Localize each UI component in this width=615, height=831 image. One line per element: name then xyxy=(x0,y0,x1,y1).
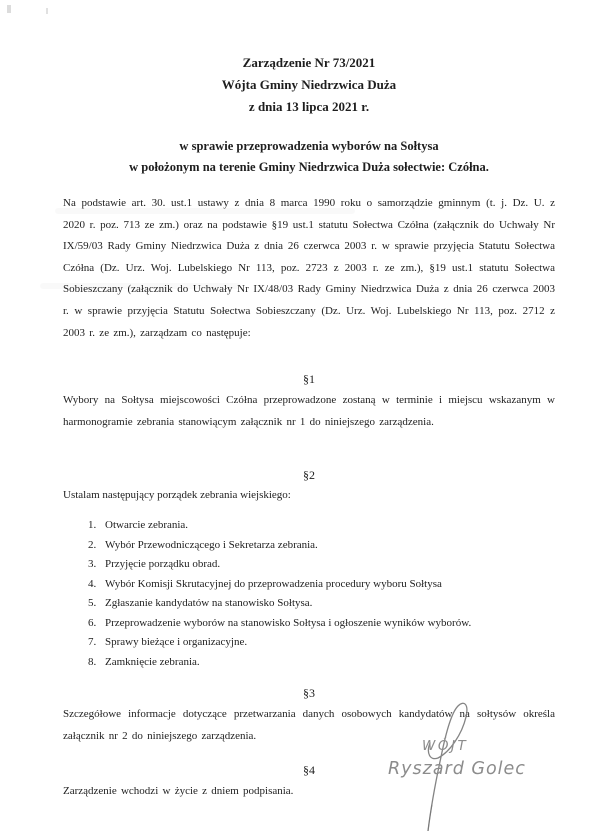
section-3-heading: §3 xyxy=(303,686,315,701)
ordinance-issuer-line: Wójta Gminy Niedrzwica Duża xyxy=(221,77,397,92)
signature-role-label: WÓJT xyxy=(422,738,469,754)
scan-artifact-speck xyxy=(7,5,11,13)
subject-line: w sprawie przeprowadzenia wyborów na Sołtysa xyxy=(179,139,439,153)
legal-basis-preamble: Na podstawie art. 30. ust.1 ustawy z dnia 8 marca 1990 roku o samorządzie gminnym (t. j. Dz. U. z 2020 r. poz. 713 ze zm.) oraz na podstawie §19 ust.1 statutu Sołectwa Czółna (załącznik do Uchwały Nr IX/59/03 Rady Gminy Niedrzwica Duża z dnia 26 czerwca 2003 r. w sprawie przyjęcia Statutu Sołectwa Czółna (Dz. Urz. Woj. Lubelskiego Nr 113, poz. 2723 z 2003 r. ze zm.), §19 ust.1 statutu Sołectwa Sobieszczany (załącznik do Uchwały Nr IX/48/03 Rady Gminy Niedrzwica Duża z dnia 26 czerwca 2003 r. w sprawie przyjęcia Statutu Sołectwa Sobieszczany (Dz. Urz. Woj. Lubelskiego Nr 113, poz. 2712 z 2003 r. ze zm.), zarządzam co następuje: xyxy=(63,197,555,339)
signature-name: Ryszard Golec xyxy=(388,759,526,779)
agenda-item: 1. Otwarcie zebrania. xyxy=(99,516,555,536)
agenda-item: 2. Wybór Przewodniczącego i Sekretarza zebrania. xyxy=(99,536,555,556)
scan-artifact-speck xyxy=(46,8,48,14)
agenda-item: 4. Wybór Komisji Skrutacyjnej do przeprowadzenia procedury wyboru Sołtysa xyxy=(99,575,555,595)
ordinance-number-line: Zarządzenie Nr 73/2021 xyxy=(242,55,376,70)
subject-line: w położonym na terenie Gminy Niedrzwica Duża sołectwie: Czółna. xyxy=(129,160,489,174)
agenda-list xyxy=(63,516,555,672)
ordinance-subject xyxy=(63,136,555,178)
section-2-heading: §2 xyxy=(303,468,315,483)
ordinance-date-line: z dnia 13 lipca 2021 r. xyxy=(248,99,370,114)
agenda-intro: Ustalam następujący porządek zebrania wiejskiego: xyxy=(63,489,291,502)
section-4-paragraph: Zarządzenie wchodzi w życie z dniem podpisania. xyxy=(63,785,294,798)
agenda-item: 6. Przeprowadzenie wyborów na stanowisko Sołtysa i ogłoszenie wyników wyborów. xyxy=(99,614,555,634)
agenda-item: 3. Przyjęcie porządku obrad. xyxy=(99,555,555,575)
section-3-paragraph: Szczegółowe informacje dotyczące przetwarzania danych osobowych kandydatów na sołtysów określa załącznik nr 2 do niniejszego zarządzenia. xyxy=(63,708,555,742)
section-1-paragraph: Wybory na Sołtysa miejscowości Czółna przeprowadzone zostaną w terminie i miejscu wskazanym w harmonogramie zebrania stanowiącym załącznik nr 1 do niniejszego zarządzenia. xyxy=(63,394,555,428)
signature-block xyxy=(360,695,560,831)
agenda-item: 7. Sprawy bieżące i organizacyjne. xyxy=(99,633,555,653)
agenda-item: 5. Zgłaszanie kandydatów na stanowisko Sołtysa. xyxy=(99,594,555,614)
section-1-heading: §1 xyxy=(303,372,315,387)
ordinance-title xyxy=(63,52,555,118)
agenda-item: 8. Zamknięcie zebrania. xyxy=(99,653,555,673)
section-4-heading: §4 xyxy=(303,763,315,778)
